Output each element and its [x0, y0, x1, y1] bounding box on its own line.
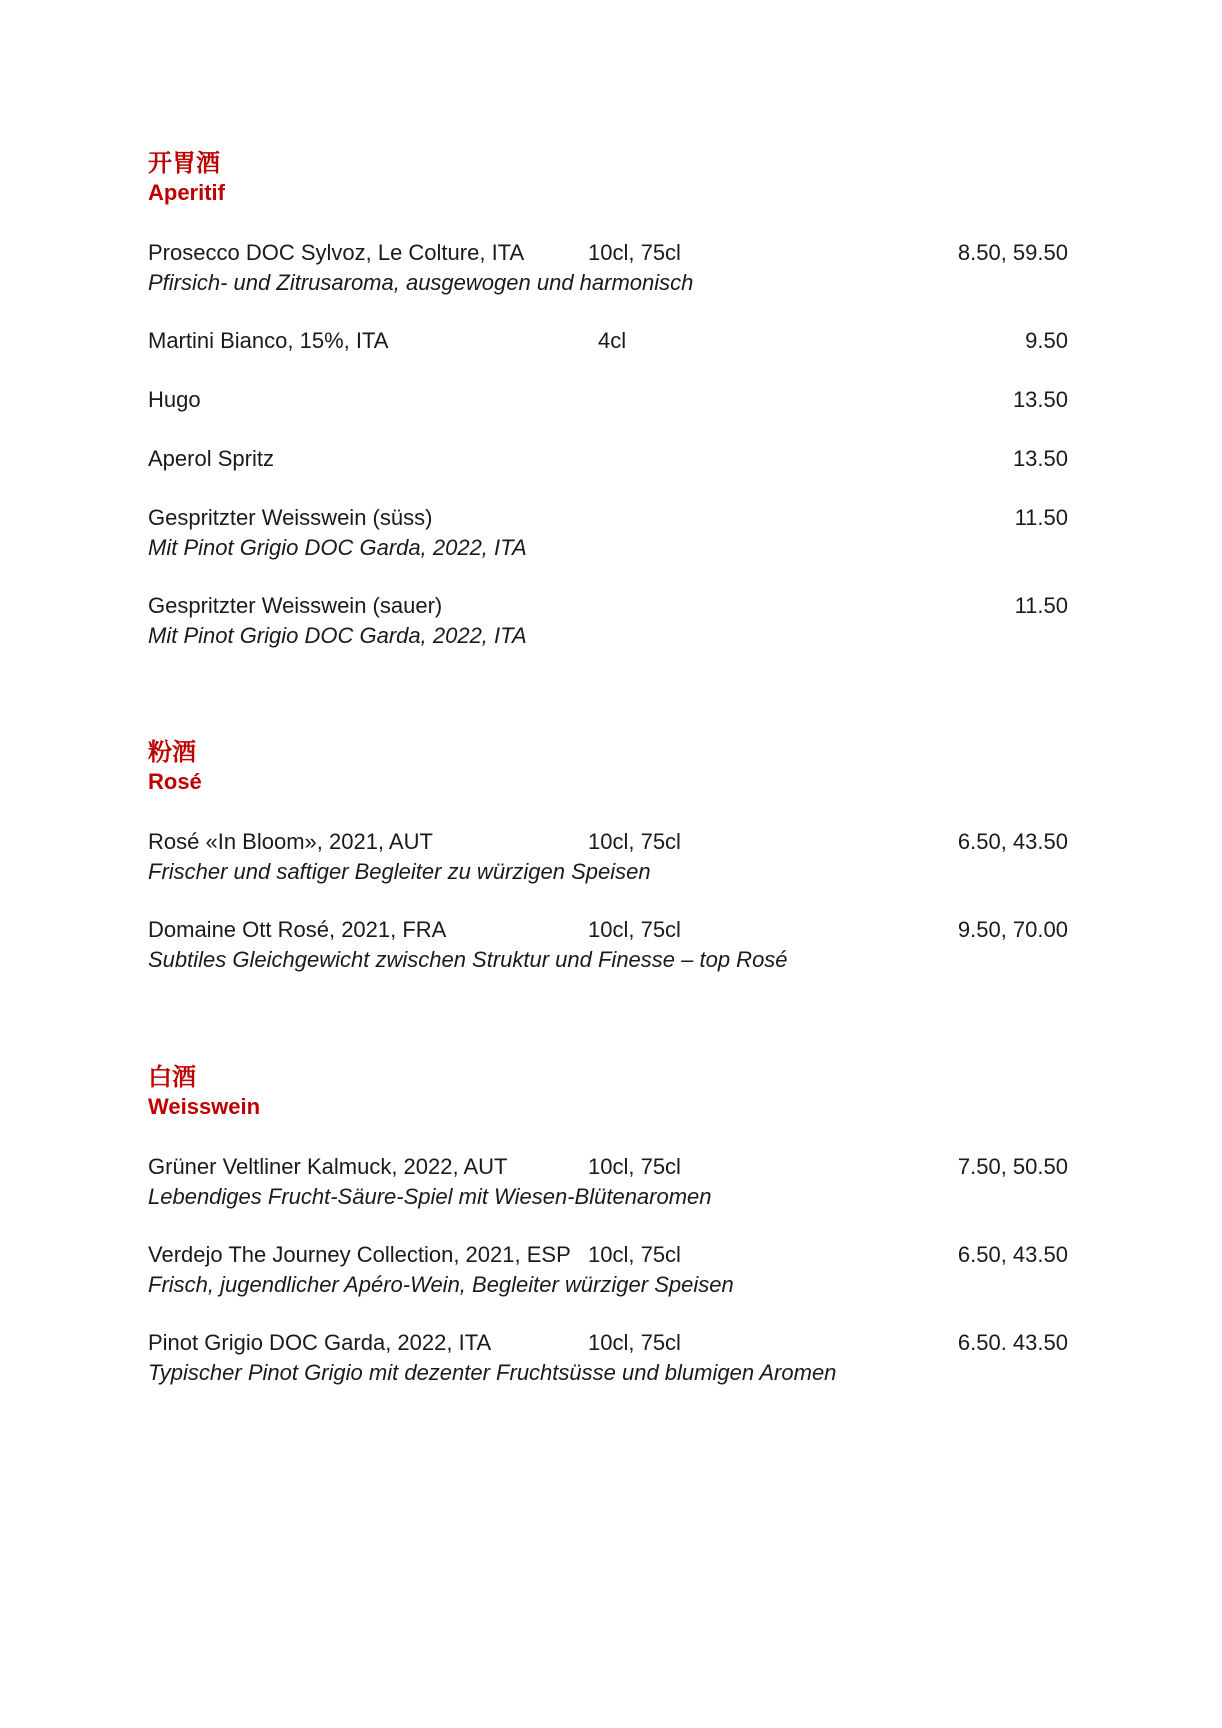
item-name: Rosé «In Bloom», 2021, AUT: [148, 829, 433, 854]
item-price: 6.50, 43.50: [957, 829, 1068, 854]
item-size: 10cl, 75cl: [588, 917, 681, 942]
item-name: Domaine Ott Rosé, 2021, FRA: [148, 917, 447, 942]
section-title-de: Weisswein: [148, 1094, 261, 1119]
section-weisswein: [148, 1062, 1068, 1385]
section-title-cn: 白酒: [148, 1063, 196, 1091]
menu-item: [148, 1328, 1068, 1388]
item-description: Pfirsich- und Zitrusaroma, ausgewogen und harmonisch: [148, 270, 694, 295]
item-price: 6.50. 43.50: [957, 1330, 1068, 1355]
item-size: 10cl, 75cl: [588, 1242, 681, 1267]
item-name: Pinot Grigio DOC Garda, 2022, ITA: [148, 1330, 492, 1355]
item-price: 13.50: [1012, 387, 1068, 412]
menu-item: [148, 1152, 1068, 1212]
item-name: Martini Bianco, 15%, ITA: [148, 328, 389, 353]
item-name: Hugo: [148, 387, 201, 412]
menu-item: [148, 238, 1068, 298]
menu-item: [148, 827, 1068, 887]
menu-item: [148, 326, 1068, 356]
item-price: 9.50: [1025, 328, 1068, 353]
item-price: 11.50: [1014, 593, 1068, 618]
item-description: Subtiles Gleichgewicht zwischen Struktur und Finesse – top Rosé: [148, 947, 788, 972]
section-title-de: Rosé: [148, 769, 202, 794]
item-price: 9.50, 70.00: [957, 917, 1068, 942]
section-title-de: Aperitif: [148, 180, 225, 205]
menu-item: [148, 444, 1068, 474]
item-price: 13.50: [1012, 446, 1068, 471]
item-name: Gespritzter Weisswein (süss): [148, 505, 433, 530]
item-size: 10cl, 75cl: [588, 829, 681, 854]
item-name: Gespritzter Weisswein (sauer): [148, 593, 443, 618]
menu-item: [148, 915, 1068, 975]
menu-item: [148, 503, 1068, 563]
section-title-cn: 粉酒: [148, 738, 196, 766]
item-description: Mit Pinot Grigio DOC Garda, 2022, ITA: [148, 623, 527, 648]
item-name: Prosecco DOC Sylvoz, Le Colture, ITA: [148, 240, 525, 265]
item-price: 11.50: [1014, 505, 1068, 530]
item-size: 10cl, 75cl: [588, 240, 681, 265]
item-price: 8.50, 59.50: [957, 240, 1068, 265]
item-size: 10cl, 75cl: [588, 1330, 681, 1355]
item-description: Frischer und saftiger Begleiter zu würzigen Speisen: [148, 859, 651, 884]
menu-item: [148, 1240, 1068, 1300]
item-name: Aperol Spritz: [148, 446, 274, 471]
item-description: Lebendiges Frucht-Säure-Spiel mit Wiesen-Blütenaromen: [148, 1184, 712, 1209]
section-title-cn: 开胃酒: [148, 149, 220, 177]
item-description: Typischer Pinot Grigio mit dezenter Fruchtsüsse und blumigen Aromen: [148, 1360, 837, 1385]
item-size: 10cl, 75cl: [588, 1154, 681, 1179]
item-price: 7.50, 50.50: [957, 1154, 1068, 1179]
item-name: Verdejo The Journey Collection, 2021, ESP: [148, 1242, 571, 1267]
item-price: 6.50, 43.50: [957, 1242, 1068, 1267]
item-description: Mit Pinot Grigio DOC Garda, 2022, ITA: [148, 535, 527, 560]
item-size: 4cl: [598, 328, 627, 353]
section-aperitif: [148, 148, 1068, 648]
menu-item: [148, 385, 1068, 415]
item-name: Grüner Veltliner Kalmuck, 2022, AUT: [148, 1154, 508, 1179]
menu-item: [148, 591, 1068, 651]
item-description: Frisch, jugendlicher Apéro-Wein, Begleiter würziger Speisen: [148, 1272, 734, 1297]
section-rose: [148, 737, 1068, 972]
